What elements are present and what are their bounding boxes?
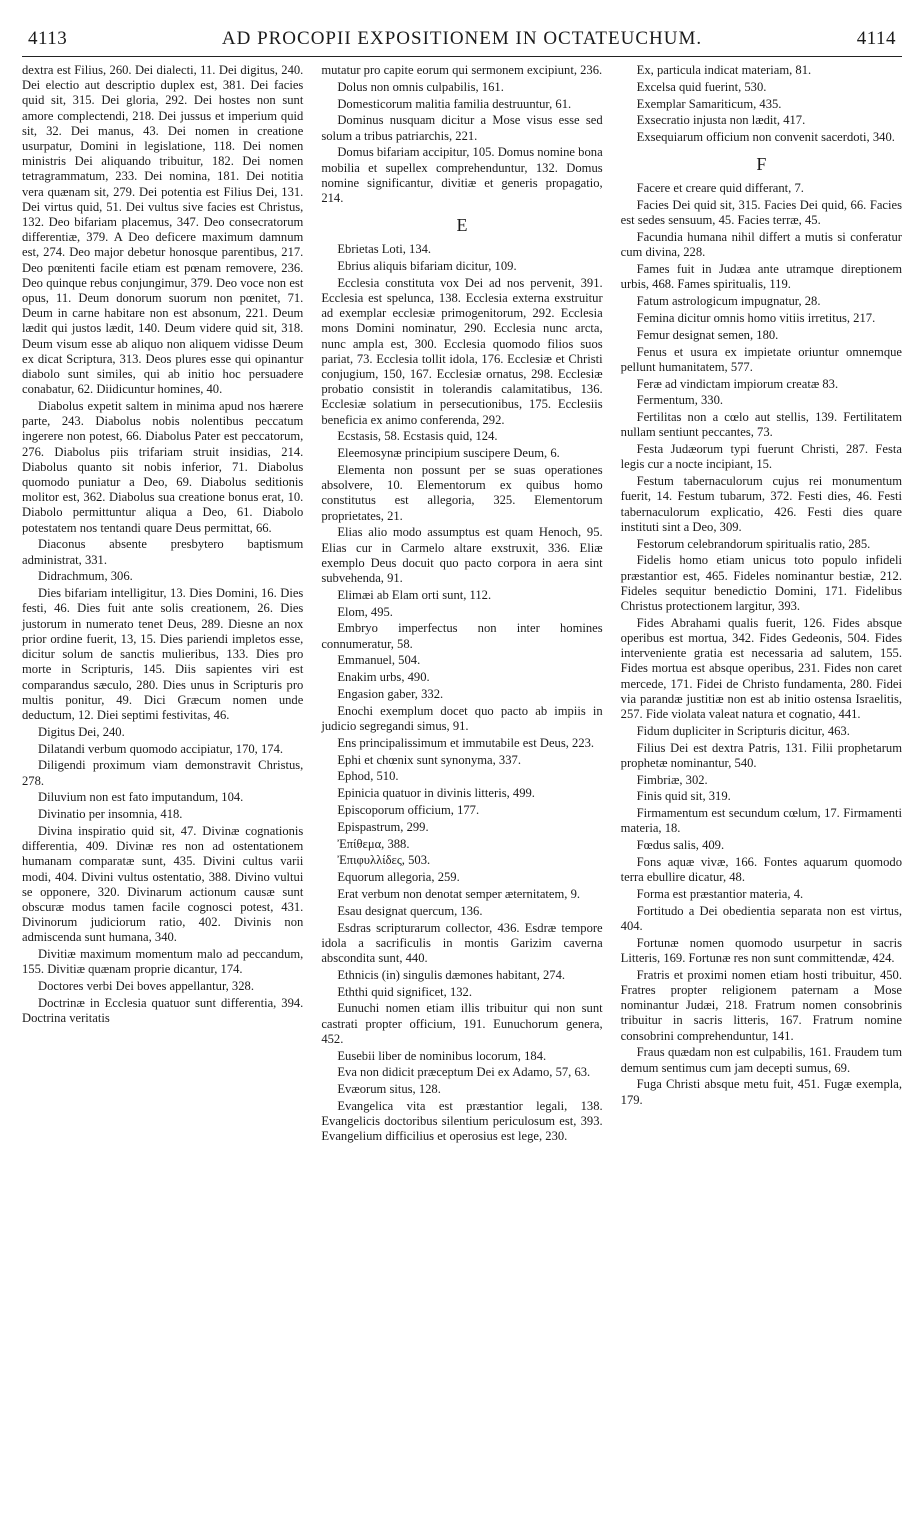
index-entry: Ex, particula indicat materiam, 81.: [636, 63, 812, 77]
index-entry: Ἐπίθεμα, 388.: [337, 836, 410, 851]
index-entry: Fortunæ nomen quomodo usurpetur in sacris Litteris, 169. Fortunæ res non sunt committendæ, 424.: [620, 935, 902, 965]
index-entry: Exsecratio injusta non lædit, 417.: [636, 113, 806, 128]
index-entry: Divina inspiratio quid sit, 47. Divinæ cognationis differentia, 409. Divinæ res non ad ostentationem humanam comparatæ sunt, 435. Divini cultus varii modi, 404. Divini vultus ostentatio, 388. Divino vultui se opponere, 320. Divinarum actionum causæ sunt obscuræ modus tamen facile cognosci potest, 431. Divinorum judiciorum ratio, 402. Divinis non admiscenda sunt humana, 340.: [22, 823, 304, 945]
index-entry: Exemplar Samariticum, 435.: [636, 96, 782, 111]
index-entry: Facundia humana nihil differt a mutis si conferatur cum divina, 228.: [620, 230, 902, 260]
index-entry: Fidelis homo etiam unicus toto populo infideli præstantior est, 465. Fideles nominantur bestiæ, 212. Fideles sequitur benedictio Domini, 171. Fidelibus Christus protectionem largitur, 393.: [620, 553, 902, 613]
index-entry: Ecclesia constituta vox Dei ad nos pervenit, 391. Ecclesia est spelunca, 138. Ecclesia externa exstruitur ad exemplar ecclesiæ primogenitorum, 292. Ecclesia mons Domini nominatur, 290. Ecclesia nunc arcta, nunc ampla est, 300. Ecclesia quomodo filios suos pariat, 73. Ecclesia tollit idola, 176. Ecclesiæ et Christi conjugium, 150, 167. Ecclesiæ ornatus, 298. Ecclesiæ probatio consistit in tolerandis calamitatibus, 136. Ecclesiæ solatium in persecutionibus, 175. Ecclesiis beneficia ex animo conferenda, 292.: [321, 275, 603, 427]
index-entry: Fuga Christi absque metu fuit, 451. Fugæ exempla, 179.: [620, 1077, 902, 1107]
index-entry: Erat verbum non denotat semper æternitatem, 9.: [337, 886, 581, 901]
index-entry: Festorum celebrandorum spiritualis ratio, 285.: [636, 536, 871, 551]
index-entry: Equorum allegoria, 259.: [337, 870, 460, 885]
index-entry: Doctrinæ in Ecclesia quatuor sunt differentia, 394. Doctrina veritatis: [22, 995, 304, 1026]
index-entry: Fraus quædam non est culpabilis, 161. Fraudem tum demum sentimus cum jam decepti sumus, 69.: [620, 1045, 902, 1075]
index-entry: Eusebii liber de nominibus locorum, 184.: [337, 1048, 547, 1063]
index-column-1: [22, 63, 303, 1146]
index-column-2: [321, 63, 602, 1146]
index-entry: Facere et creare quid differant, 7.: [636, 181, 804, 196]
index-entry: Excelsa quid fuerint, 530.: [636, 79, 767, 94]
index-entry: Elimæi ab Elam orti sunt, 112.: [337, 587, 492, 602]
index-entry: Enochi exemplum docet quo pacto ab impiis in judicio segregandi simus, 91.: [321, 703, 603, 734]
index-entry: Diaconus absente presbytero baptismum administrat, 331.: [22, 537, 304, 567]
index-entry: Evangelica vita est præstantior legali, 138. Evangelicis doctoribus silentium periculosum est, 393. Evangelium difficilius et operosius est lege, 230.: [321, 1098, 603, 1144]
index-entry: Ephod, 510.: [337, 769, 399, 784]
index-entry: Fratris et proximi nomen etiam hosti tribuitur, 450. Fratres propter religionem paternam a Mose nominantur Judæi, 218. Fratrum nomen consobrinis tribuitur in sacris litteris, 167. Fratrum nomine consobrini comprehenduntur, 141.: [620, 967, 902, 1043]
index-entry: dextra est Filius, 260. Dei dialecti, 11. Dei digitus, 240. Dei electio aut descriptio duplex est, 381. Dei facies quid sit, 315. Dei gloria, 292. Dei hostes non sunt amore complectendi, 218. Dei jussus et imperium quid sit, 32. Dei manus, 43. Dei nomen in creatione usurpatur, Domini in legislatione, 118. Dei nomen ministris Dei aliquando tribuitur, 182. Dei nomen tetragrammatum, 233. Dei nomina, 181. Dei notitia vera quænam sit, 279. Dei potentia est Filius Dei, 131. Dei virtus quid, 51. Dei vultus sive facies est Christus, 132. Deo bifariam placemus, 347. Deo consecratorum differentiæ, 379. A Deo deficere maximum damnum est, 274. Deo major debetur honosque parentibus, 217. Deo pœnitenti facile etiam est pœnam removere, 236. Deo quinque rebus conjungimur, 379. Deo voce non est opus, 11. Deum donorum suorum non pœnitet, 71. Deum in carne habitare non est absonum, 221. Deum lædit qui justos lædit, 140. Deum videre quid sit, 318. Deum visum esse ab aliquo non aliquem vidisse Deum ex dicat Scriptura, 313. Deos plures esse qui opinantur diabolo sunt similes, qui ab initio hoc persuadere conabatur, 62. Diidicuntur homines, 40.: [22, 63, 304, 397]
page-number-left: 4113: [28, 28, 68, 49]
index-entry: Epinicia quatuor in divinis litteris, 499.: [337, 786, 535, 801]
index-entry: Fatum astrologicum impugnatur, 28.: [636, 294, 821, 309]
index-entry: Forma est præstantior materia, 4.: [636, 886, 804, 901]
index-entry: Enakim urbs, 490.: [337, 670, 430, 685]
index-entry: Didrachmum, 306.: [38, 569, 133, 584]
section-letter: E: [456, 215, 468, 236]
index-columns: [22, 63, 902, 1146]
section-letter: F: [756, 154, 767, 175]
index-entry: Fons aquæ vivæ, 166. Fontes aquarum quomodo terra ebullire dicatur, 48.: [620, 854, 902, 885]
index-entry: Diluvium non est fato imputandum, 104.: [38, 790, 244, 805]
index-entry: Divinatio per insomnia, 418.: [38, 807, 183, 822]
index-entry: Elementa non possunt per se suas operationes absolvere, 10. Elementorum ex quibus homo constitutus est allegoria, 325. Elementorum proprietates, 21.: [321, 463, 603, 523]
index-entry: Doctores verbi Dei boves appellantur, 328.: [38, 979, 254, 994]
index-entry: Eleemosynæ principium suscipere Deum, 6.: [337, 446, 560, 461]
index-entry: Elom, 495.: [337, 604, 393, 619]
index-entry: Firmamentum est secundum cœlum, 17. Firmamenti materia, 18.: [620, 806, 902, 836]
index-entry: Epispastrum, 299.: [337, 819, 429, 834]
index-entry: Femur designat semen, 180.: [636, 327, 779, 342]
index-entry: Evæorum situs, 128.: [337, 1082, 441, 1097]
index-entry: Ecstasis, 58. Ecstasis quid, 124.: [337, 429, 498, 444]
index-entry: Diabolus expetit saltem in minima apud nos hærere parte, 243. Diabolus nobis nolentibus peccatum ingerere non potest, 66. Diabolus Pater est peccatorum, 276. Diabolus piis trifariam struit insidias, 214. Diabolus quanto sit nobis inferior, 71. Diabolus quomodo puniatur a Deo, 69. Diabolus seditionis molitor est, 362. Diabolus sua creatione bonus erat, 10. Diabolo permittuntur aliqua a Deo, 61. Diabolo potestatem nos tentandi quare Deus permittat, 66.: [22, 399, 304, 535]
index-entry: Facies Dei quid sit, 315. Facies Dei quid, 66. Facies est sedes sensuum, 45. Facies terræ, 45.: [620, 198, 902, 228]
index-entry: Dolus non omnis culpabilis, 161.: [337, 79, 504, 94]
index-entry: Ens principalissimum et immutabile est Deus, 223.: [337, 735, 595, 750]
index-entry: Elias alio modo assumptus est quam Henoch, 95. Elias cur in Carmelo altare exstruxit, 336. Eliæ exemplo Deus docuit quo pacto corpora in aera sint subvehenda, 91.: [321, 525, 603, 586]
index-entry: Festa Judæorum typi fuerunt Christi, 287. Festa legis cur a nocte incipiant, 15.: [620, 442, 902, 472]
page-number-right: 4114: [856, 28, 896, 49]
index-entry: Dilatandi verbum quomodo accipiatur, 170, 174.: [38, 741, 284, 756]
index-entry: Ebrietas Loti, 134.: [337, 242, 432, 257]
index-entry: Dominus nusquam dicitur a Mose visus esse sed solum a tribus patriarchis, 221.: [321, 113, 603, 143]
index-entry: Emmanuel, 504.: [337, 653, 421, 668]
index-entry: Finis quid sit, 319.: [636, 789, 731, 804]
index-entry: Feræ ad vindictam impiorum creatæ 83.: [636, 376, 839, 391]
index-entry: Fides Abrahami qualis fuerit, 126. Fides absque operibus est mortua, 342. Fides Gedeonis, 504. Fides interveniente gratia est necessaria ad salutem, 155. Fides mortua est absque operibus, 231. Fides non caret mercede, 171. Fidei de Christo fundamenta, 280. Fidei via parandæ justitiæ non est ab initio ostensa Israelitis, 257. Fide violata valeat natura et cognatio, 441.: [620, 615, 902, 721]
index-entry: Engasion gaber, 332.: [337, 687, 444, 702]
index-entry: Eththi quid significet, 132.: [337, 984, 472, 999]
index-entry: Fermentum, 330.: [636, 393, 724, 408]
index-entry: Dies bifariam intelligitur, 13. Dies Domini, 16. Dies festi, 46. Dies fuit ante solis creationem, 26. Dies justorum in numerato tenet Deus, 289. Diesne an nox prior ordine fuerit, 13, 15. Dies pariendi impletos esse, dicitur solum de sanctis mulieribus, 133. Dies pro morte in Scripturis, 145. Diis sapientes viri est comparandus sæculo, 280. Dies unus in Scripturis pro multis ponitur, 49. Dici Græcum nomen unde deductum, 12. Diei septimi festivitas, 46.: [22, 586, 304, 722]
index-entry: Esau designat quercum, 136.: [337, 903, 483, 918]
page-header: [22, 28, 902, 54]
index-entry: Eunuchi nomen etiam illis tribuitur qui non sunt castrati propter officium, 191. Eunuchorum genera, 452.: [321, 1001, 603, 1046]
index-entry: mutatur pro capite eorum qui sermonem excipiunt, 236.: [321, 63, 603, 77]
index-entry: Fames fuit in Judæa ante utramque direptionem urbis, 468. Fames spiritualis, 119.: [620, 262, 902, 292]
index-entry: Diligendi proximum viam demonstravit Christus, 278.: [22, 758, 304, 788]
index-entry: Esdras scripturarum collector, 436. Esdræ tempore idola a sacrificulis in montis Garizim caverna abscondita sunt, 440.: [321, 920, 603, 965]
running-title: AD PROCOPII EXPOSITIONEM IN OCTATEUCHUM.: [221, 28, 703, 49]
index-entry: Eva non didicit præceptum Dei ex Adamo, 57, 63.: [337, 1065, 591, 1080]
index-entry: Fœdus salis, 409.: [636, 838, 725, 853]
index-entry: Exsequiarum officium non convenit sacerdoti, 340.: [636, 130, 895, 145]
index-entry: Ἐπιφυλλίδες, 503.: [337, 853, 431, 868]
header-rule: [22, 56, 902, 57]
index-entry: Domesticorum malitia familia destruuntur, 61.: [337, 96, 572, 111]
index-entry: Fertilitas non a cœlo aut stellis, 139. Fertilitatem nullam sentiunt peccantes, 73.: [620, 410, 902, 440]
index-entry: Festum tabernaculorum cujus rei monumentum fuerit, 14. Festum tubarum, 372. Festi dies, 46. Festi tabernaculorum explicatio, 426. Festi dies quare instituti sint a Deo, 309.: [620, 474, 902, 534]
index-entry: Embryo imperfectus non inter homines connumeratur, 58.: [321, 621, 603, 651]
index-entry: Divitiæ maximum momentum malo ad peccandum, 155. Divitiæ quænam proprie dicantur, 174.: [22, 947, 304, 977]
index-entry: Fenus et usura ex impietate oriuntur omnemque pellunt humanitatem, 577.: [620, 344, 902, 374]
index-entry: Digitus Dei, 240.: [38, 724, 125, 739]
index-column-3: [621, 63, 902, 1146]
index-entry: Fidum dupliciter in Scripturis dicitur, 463.: [636, 723, 850, 738]
index-entry: Episcoporum officium, 177.: [337, 803, 480, 817]
index-entry: Femina dicitur omnis homo vitiis irretitus, 217.: [636, 310, 876, 325]
index-entry: Ethnicis (in) singulis dæmones habitant, 274.: [337, 967, 566, 982]
index-entry: Ebrius aliquis bifariam dicitur, 109.: [337, 259, 517, 273]
index-entry: Fimbriæ, 302.: [636, 772, 708, 787]
index-entry: Fortitudo a Dei obedientia separata non est virtus, 404.: [620, 903, 902, 933]
index-entry: Domus bifariam accipitur, 105. Domus nomine bona mobilia et supellex comprehenduntur, 132. Domus nomine significantur, divitiæ et generis propagatio, 214.: [321, 145, 603, 205]
index-entry: Ephi et chœnix sunt synonyma, 337.: [337, 752, 521, 767]
index-entry: Filius Dei est dextra Patris, 131. Filii prophetarum prophetæ nominantur, 540.: [620, 740, 902, 770]
